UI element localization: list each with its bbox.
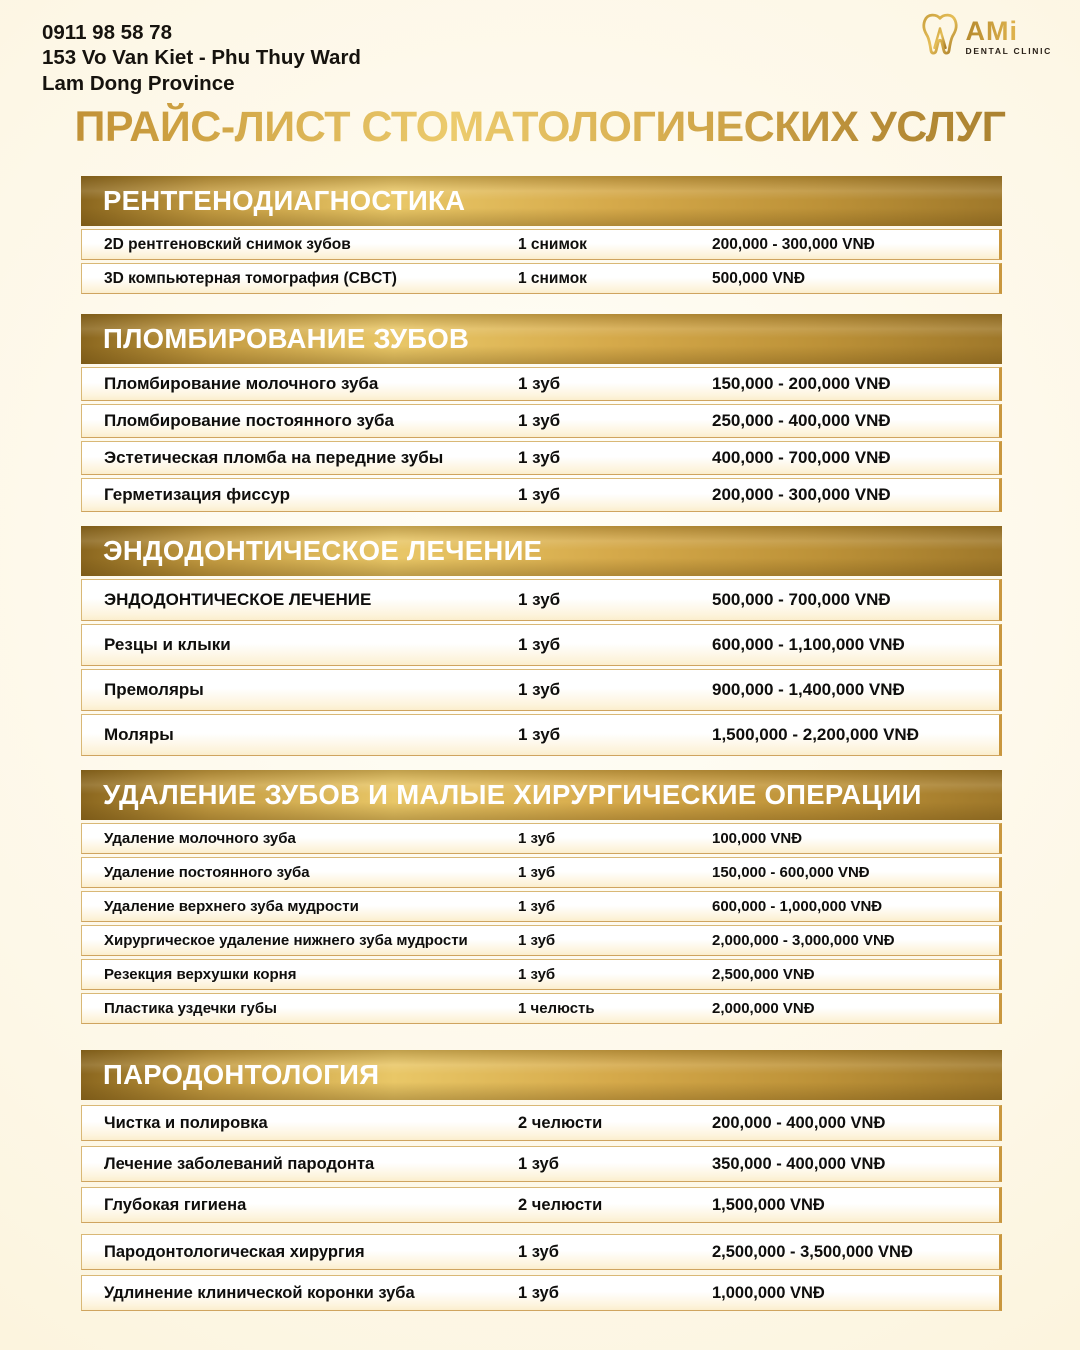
unit-label: 2 челюсти [518, 1113, 603, 1132]
unit-label: 1 снимок [518, 235, 587, 253]
clinic-address-province: Lam Dong Province [42, 71, 235, 95]
section-title: ПЛОМБИРОВАНИЕ ЗУБОВ [81, 314, 1002, 364]
price-row [81, 404, 1002, 438]
price-value: 100,000 VNĐ [712, 830, 803, 847]
service-name: Премоляры [104, 680, 204, 699]
unit-label: 1 зуб [518, 411, 561, 430]
section-4 [81, 770, 1002, 1024]
unit-label: 1 снимок [518, 269, 587, 287]
section-title: УДАЛЕНИЕ ЗУБОВ И МАЛЫЕ ХИРУРГИЧЕСКИЕ ОПЕРАЦИИ [81, 770, 1002, 820]
price-value: 150,000 - 200,000 VNĐ [712, 374, 891, 393]
price-value: 600,000 - 1,000,000 VNĐ [712, 898, 883, 915]
service-name: Пломбирование постоянного зуба [104, 411, 394, 430]
price-value: 1,500,000 - 2,200,000 VNĐ [712, 725, 919, 744]
price-value: 200,000 - 300,000 VNĐ [712, 235, 875, 253]
price-row [81, 959, 1002, 990]
service-name: Резекция верхушки корня [104, 966, 297, 983]
unit-label: 1 зуб [518, 1283, 559, 1302]
price-row [81, 857, 1002, 888]
price-row [81, 229, 1002, 260]
price-row [81, 925, 1002, 956]
unit-label: 1 зуб [518, 725, 561, 744]
service-name: Пломбирование молочного зуба [104, 374, 379, 393]
section-title: ЭНДОДОНТИЧЕСКОЕ ЛЕЧЕНИЕ [81, 526, 1002, 576]
service-name: Удаление верхнего зуба мудрости [104, 898, 359, 915]
service-name: ЭНДОДОНТИЧЕСКОЕ ЛЕЧЕНИЕ [104, 590, 372, 609]
price-row [81, 478, 1002, 512]
service-name: Глубокая гигиена [104, 1195, 247, 1214]
section-5 [81, 1050, 1002, 1311]
unit-label: 1 зуб [518, 1242, 559, 1261]
unit-label: 1 зуб [518, 590, 561, 609]
price-row [81, 263, 1002, 294]
unit-label: 1 зуб [518, 932, 556, 949]
price-row [81, 993, 1002, 1024]
unit-label: 1 зуб [518, 966, 556, 983]
unit-label: 1 зуб [518, 485, 561, 504]
section-title: ПАРОДОНТОЛОГИЯ [81, 1050, 1002, 1100]
service-name: Резцы и клыки [104, 635, 231, 654]
clinic-address-street: 153 Vo Van Kiet - Phu Thuy Ward [42, 46, 361, 70]
unit-label: 1 зуб [518, 680, 561, 699]
unit-label: 2 челюсти [518, 1195, 603, 1214]
price-value: 200,000 - 400,000 VNĐ [712, 1113, 886, 1132]
price-row [81, 669, 1002, 711]
unit-label: 1 зуб [518, 635, 561, 654]
section-2 [81, 314, 1002, 512]
unit-label: 1 челюсть [518, 1000, 595, 1017]
price-list [81, 176, 1002, 1311]
service-name: 2D рентгеновский снимок зубов [104, 235, 351, 253]
price-row [81, 624, 1002, 666]
price-value: 1,500,000 VNĐ [712, 1195, 825, 1214]
price-value: 2,000,000 - 3,000,000 VNĐ [712, 932, 895, 949]
section-3 [81, 526, 1002, 756]
price-row [81, 823, 1002, 854]
brand-tagline: DENTAL CLINIC [965, 45, 1052, 56]
price-value: 2,000,000 VNĐ [712, 1000, 815, 1017]
price-value: 600,000 - 1,100,000 VNĐ [712, 635, 905, 654]
price-value: 350,000 - 400,000 VNĐ [712, 1154, 886, 1173]
price-row [81, 1187, 1002, 1223]
service-name: Лечение заболеваний пародонта [104, 1154, 375, 1173]
price-value: 1,000,000 VNĐ [712, 1283, 825, 1302]
service-name: Хирургическое удаление нижнего зуба мудрости [104, 932, 468, 949]
service-name: Удлинение клинической коронки зуба [104, 1283, 415, 1302]
service-name: Чистка и полировка [104, 1113, 268, 1132]
brand-name: AMi [966, 18, 1052, 45]
price-row [81, 714, 1002, 756]
service-name: Пластика уздечки губы [104, 1000, 277, 1017]
unit-label: 1 зуб [518, 1154, 559, 1173]
price-value: 200,000 - 300,000 VNĐ [712, 485, 891, 504]
service-name: Эстетическая пломба на передние зубы [104, 448, 444, 467]
tooth-icon [916, 10, 964, 63]
price-row [81, 1146, 1002, 1182]
price-value: 150,000 - 600,000 VNĐ [712, 864, 870, 881]
page-title: ПРАЙС-ЛИСТ СТОМАТОЛОГИЧЕСКИХ УСЛУГ [0, 103, 1080, 152]
section-1 [81, 176, 1002, 294]
price-value: 500,000 VNĐ [712, 269, 806, 287]
price-value: 250,000 - 400,000 VNĐ [712, 411, 891, 430]
price-row [81, 579, 1002, 621]
price-value: 2,500,000 - 3,500,000 VNĐ [712, 1242, 913, 1261]
clinic-phone: 0911 98 58 78 [42, 21, 172, 44]
service-name: Удаление постоянного зуба [104, 864, 310, 881]
section-title: РЕНТГЕНОДИАГНОСТИКА [81, 176, 1002, 226]
price-row [81, 1105, 1002, 1141]
price-row [81, 1234, 1002, 1270]
service-name: 3D компьютерная томография (CBCT) [104, 269, 397, 287]
service-name: Моляры [104, 725, 174, 744]
unit-label: 1 зуб [518, 830, 556, 847]
price-row [81, 367, 1002, 401]
price-value: 2,500,000 VNĐ [712, 966, 815, 983]
unit-label: 1 зуб [518, 898, 556, 915]
unit-label: 1 зуб [518, 374, 561, 393]
unit-label: 1 зуб [518, 448, 561, 467]
price-value: 400,000 - 700,000 VNĐ [712, 448, 891, 467]
clinic-contact-info [42, 20, 361, 96]
price-value: 500,000 - 700,000 VNĐ [712, 590, 891, 609]
price-value: 900,000 - 1,400,000 VNĐ [712, 680, 905, 699]
price-row [81, 1275, 1002, 1311]
clinic-logo [916, 10, 1052, 63]
price-row [81, 441, 1002, 475]
service-name: Удаление молочного зуба [104, 830, 296, 847]
price-row [81, 891, 1002, 922]
service-name: Герметизация фиссур [104, 485, 291, 504]
unit-label: 1 зуб [518, 864, 556, 881]
service-name: Пародонтологическая хирургия [104, 1242, 365, 1261]
